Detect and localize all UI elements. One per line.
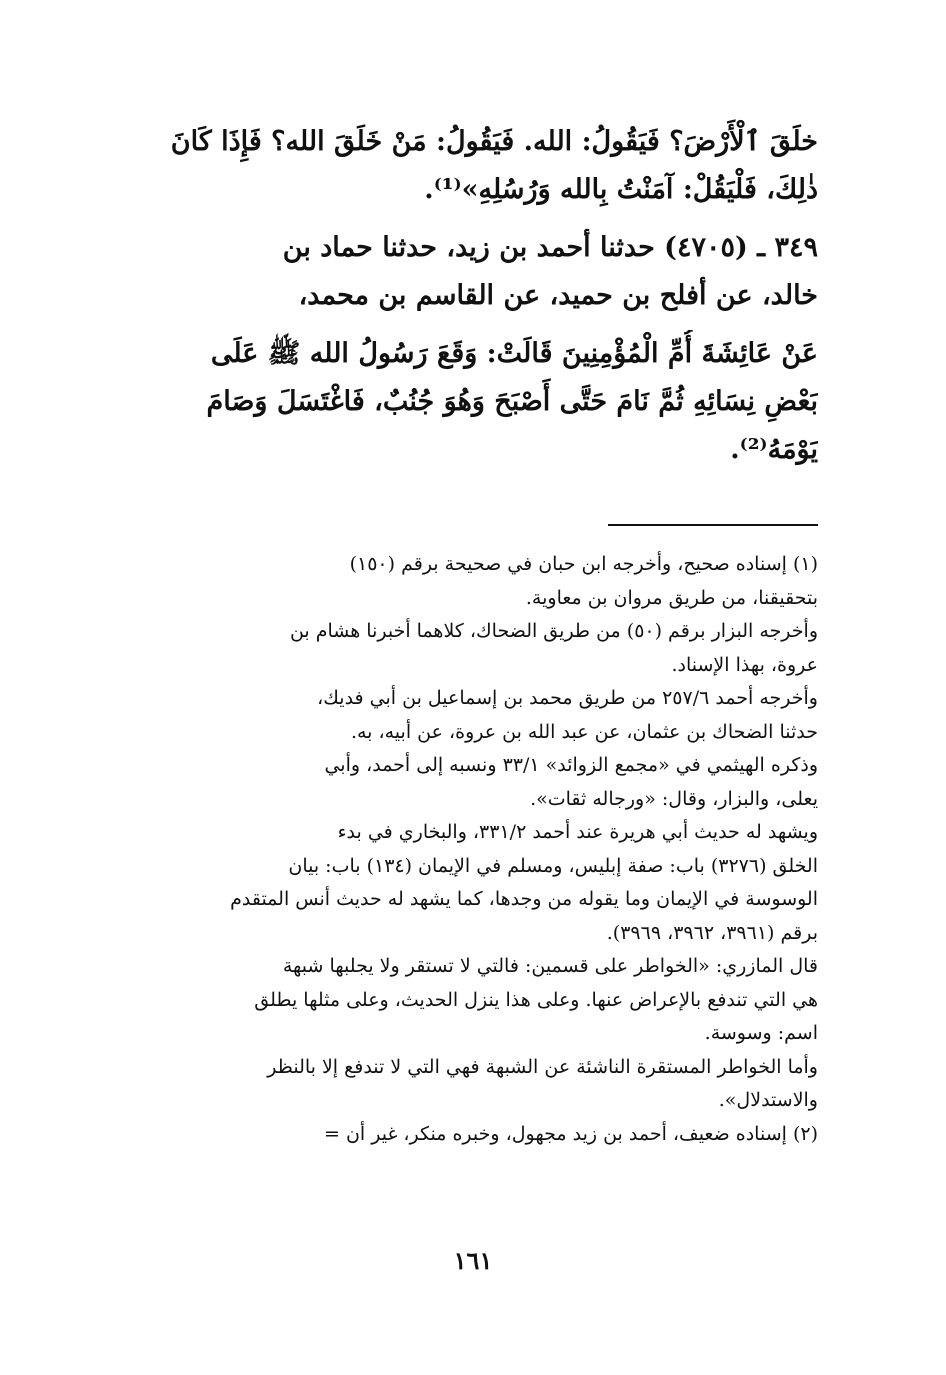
- footnote-line: (٢) إسناده ضعيف، أحمد بن زيد مجهول، وخبره منكر، غير أن =: [324, 1122, 818, 1145]
- footnote-line: وأخرجه أحمد ٢٥٧/٦ من طريق محمد بن إسماعيل بن أبي فديك،: [317, 687, 818, 709]
- footnote-line: هي التي تندفع بالإعراض عنها. وعلى هذا ينزل الحديث، وعلى مثلها يطلق: [254, 988, 818, 1011]
- footnote-line: بتحقيقنا، من طريق مروان بن معاوية.: [525, 586, 818, 609]
- footnote-line: يعلى، والبزار، وقال: «ورجاله ثقات».: [530, 787, 818, 810]
- footnote-line: الخلق (٣٢٧٦) باب: صفة إبليس، ومسلم في الإيمان (١٣٤) باب: بيان: [288, 854, 818, 877]
- hadith-isnad: خالد، عن أفلح بن حميد، عن القاسم بن محمد،: [298, 280, 818, 311]
- hadith-heading: ٣٤٩ ـ (٤٧٠٥) حدثنا أحمد بن زيد، حدثنا حماد بن: [282, 232, 818, 263]
- footnote-line: وذكره الهيثمي في «مجمع الزوائد» ٣٣/١ ونسبه إلى أحمد، وأبي: [324, 754, 818, 776]
- footnote-separator: [608, 524, 818, 526]
- footnote-line: وأما الخواطر المستقرة الناشئة عن الشبهة فهي التي لا تندفع إلا بالنظر: [267, 1055, 818, 1078]
- footnote-line: برقم (٣٩٦١، ٣٩٦٢، ٣٩٦٩).: [606, 921, 818, 944]
- footnote-line: اسم: وسوسة.: [704, 1022, 818, 1044]
- page-number: ١٦١: [453, 1246, 493, 1275]
- footnotes-block: [122, 548, 818, 1151]
- footnote-line: (١) إسناده صحيح، وأخرجه ابن حبان في صحيحة برقم (١٥٠): [349, 553, 818, 575]
- hadith-matn-line: يَوْمَهُ⁽²⁾.: [730, 434, 818, 465]
- footnote-line: عروة، بهذا الإسناد.: [671, 653, 818, 676]
- footnote-line: والاستدلال».: [718, 1089, 818, 1111]
- footnote-line: الوسوسة في الإيمان وما يقوله من وجدها، كما يشهد له حديث أنس المتقدم: [230, 888, 818, 910]
- footnote-line: وأخرجه البزار برقم (٥٠) من طريق الضحاك، كلاهما أخبرنا هشام بن: [289, 620, 818, 642]
- footnote-line: قال المازري: «الخواطر على قسمين: فالتي لا تستقر ولا يجلبها شبهة: [282, 955, 818, 977]
- hadith-matn-line: بَعْضِ نِسَائِهِ ثُمَّ نَامَ حَتَّى أَصْبَحَ وَهُوَ جُنُبٌ، فَاغْتَسَلَ وَصَامَ: [206, 386, 818, 417]
- main-line: ذٰلِكَ، فَلْيَقُلْ: آمَنْتُ بِالله وَرُسُلِهِ»⁽¹⁾.: [424, 174, 818, 205]
- footnote-line: ويشهد له حديث أبي هريرة عند أحمد ٣٣١/٢، والبخاري في بدء: [337, 821, 818, 843]
- main-line: خلَقَ ٱلْأَرْضَ؟ فَيَقُولُ: الله. فَيَقُولُ: مَنْ خَلَقَ الله؟ فَإِذَا كَانَ: [170, 126, 818, 157]
- footnote-line: حدثنا الضحاك بن عثمان، عن عبد الله بن عروة، عن أبيه، به.: [350, 720, 818, 743]
- main-text-block: [122, 118, 818, 474]
- hadith-matn-line: عَنْ عَائِشَةَ أُمِّ الْمُؤْمِنِينَ قَالَتْ: وَقَعَ رَسُولُ الله ﷺ عَلَى: [210, 338, 818, 369]
